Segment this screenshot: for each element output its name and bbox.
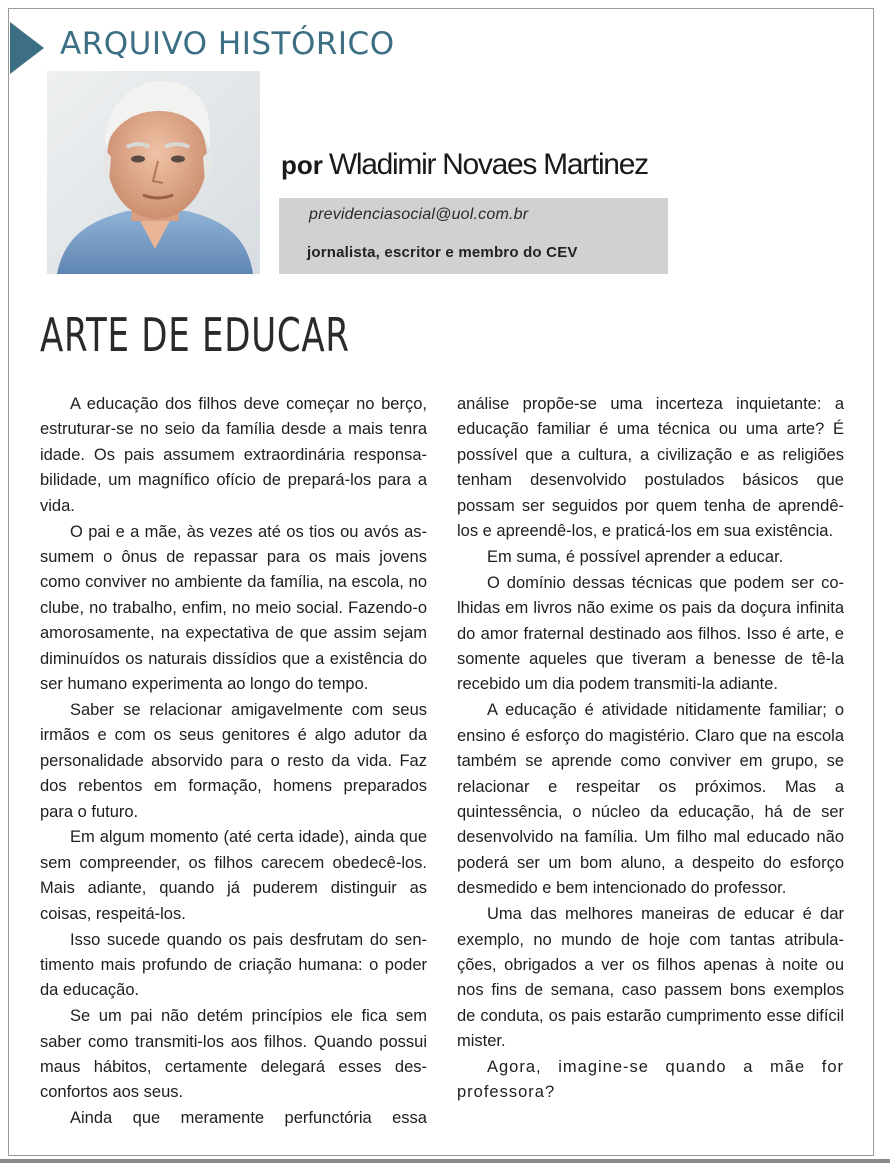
author-portrait-icon [47,71,260,274]
article-title: ARTE DE EDUCAR [40,308,350,362]
paragraph: Em algum momento (até certa idade), ainda que sem compreender, os filhos carecem obedecê-los. Mais adiante, quando já puderem distinguir as coisas, respeitá-los. [40,828,427,923]
paragraph: análise propõe-se uma incerteza inquietante: a educação familiar é uma técnica ou uma arte? É possível que a cultura, a civilização e as religiões tenham desenvolvido postulados básicos que possam ser seguidos por quem tenha de aprendê-los e apreendê-los, e praticá-los em sua existência. [457,395,844,541]
paragraph: Se um pai não detém princípios ele fica sem saber como transmiti-los aos filhos. Quando possui maus hábitos, certamente delegará esses desconfortos aos seus. [40,1007,427,1102]
section-arrow-icon [10,22,44,74]
author-photo [47,71,260,274]
paragraph: Ainda que meramente perfunctória essa [70,1109,427,1128]
author-name: Wladimir Novaes Martinez [328,148,648,181]
paragraph: O pai e a mãe, às vezes até os tios ou avós assumem o ônus de repassar para os mais jovens como conviver no ambiente da família, na escola, no clube, no trabalho, enfim, no meio social. Fazendo-o amorosamente, na expectativa de que assim sejam diminuídos os naturais dissídios que a existência do ser humano experimenta ao longo do tempo. [40,522,427,693]
author-role: jornalista, escritor e membro do CEV [307,244,578,261]
bottom-rule [0,1159,890,1163]
paragraph: Saber se relacionar amigavelmente com seus irmãos e com os seus genitores é algo adutor da personalidade absorvido para o resto da vida. Faz dos rebentos em formação, homens preparados para o futuro. [40,700,427,821]
paragraph: Uma das melhores maneiras de educar é dar exemplo, no mundo de hoje com tantas atribulações, obrigados a ver os filhos apenas à noite ou nos fins de semana, caso passem bons exemplos de conduta, os pais estarão cumprimento esse difícil mister. [457,905,844,1051]
paragraph: A educação dos filhos deve começar no berço, estruturar-se no seio da família desde a mais tenra idade. Os pais assumem extraordinária responsabilidade, um magnífico ofício de prepará-los para a vida. [40,395,427,515]
paragraph: A educação é atividade nitidamente familiar; o ensino é esforço do magistério. Claro que na escola também se aprende como conviver em grupo, se relacionar e respeitar os próximos. Mas a quintessência, o núcleo da educação, há de ser desenvolvido na família. Um filho mal educado não poderá ser um bom aluno, a despeito do esforço desmedido e bem intencionado do professor. [457,701,844,898]
article-column-right [457,392,844,1106]
author-email[interactable]: previdenciasocial@uol.com.br [309,206,529,223]
section-title: ARQUIVO HISTÓRICO [60,26,395,62]
paragraph: Em suma, é possível aprender a educar. [487,547,784,566]
author-info-box [279,198,668,274]
paragraph: Isso sucede quando os pais desfrutam do sentimento mais profundo de criação humana: o poder da educação. [40,930,427,1000]
paragraph: Agora, imagine-se quando a mãe for professora? [457,1058,844,1102]
article-column-left [40,392,427,1132]
byline-prefix: por [281,150,323,180]
author-byline [281,148,648,182]
paragraph: O domínio dessas técnicas que podem ser colhidas em livros não exime os pais da doçura infinita do amor fraternal destinado aos filhos. Isso é arte, e somente aqueles que tiveram a benesse de tê-la recebido um dia podem transmiti-la adiante. [457,573,844,694]
